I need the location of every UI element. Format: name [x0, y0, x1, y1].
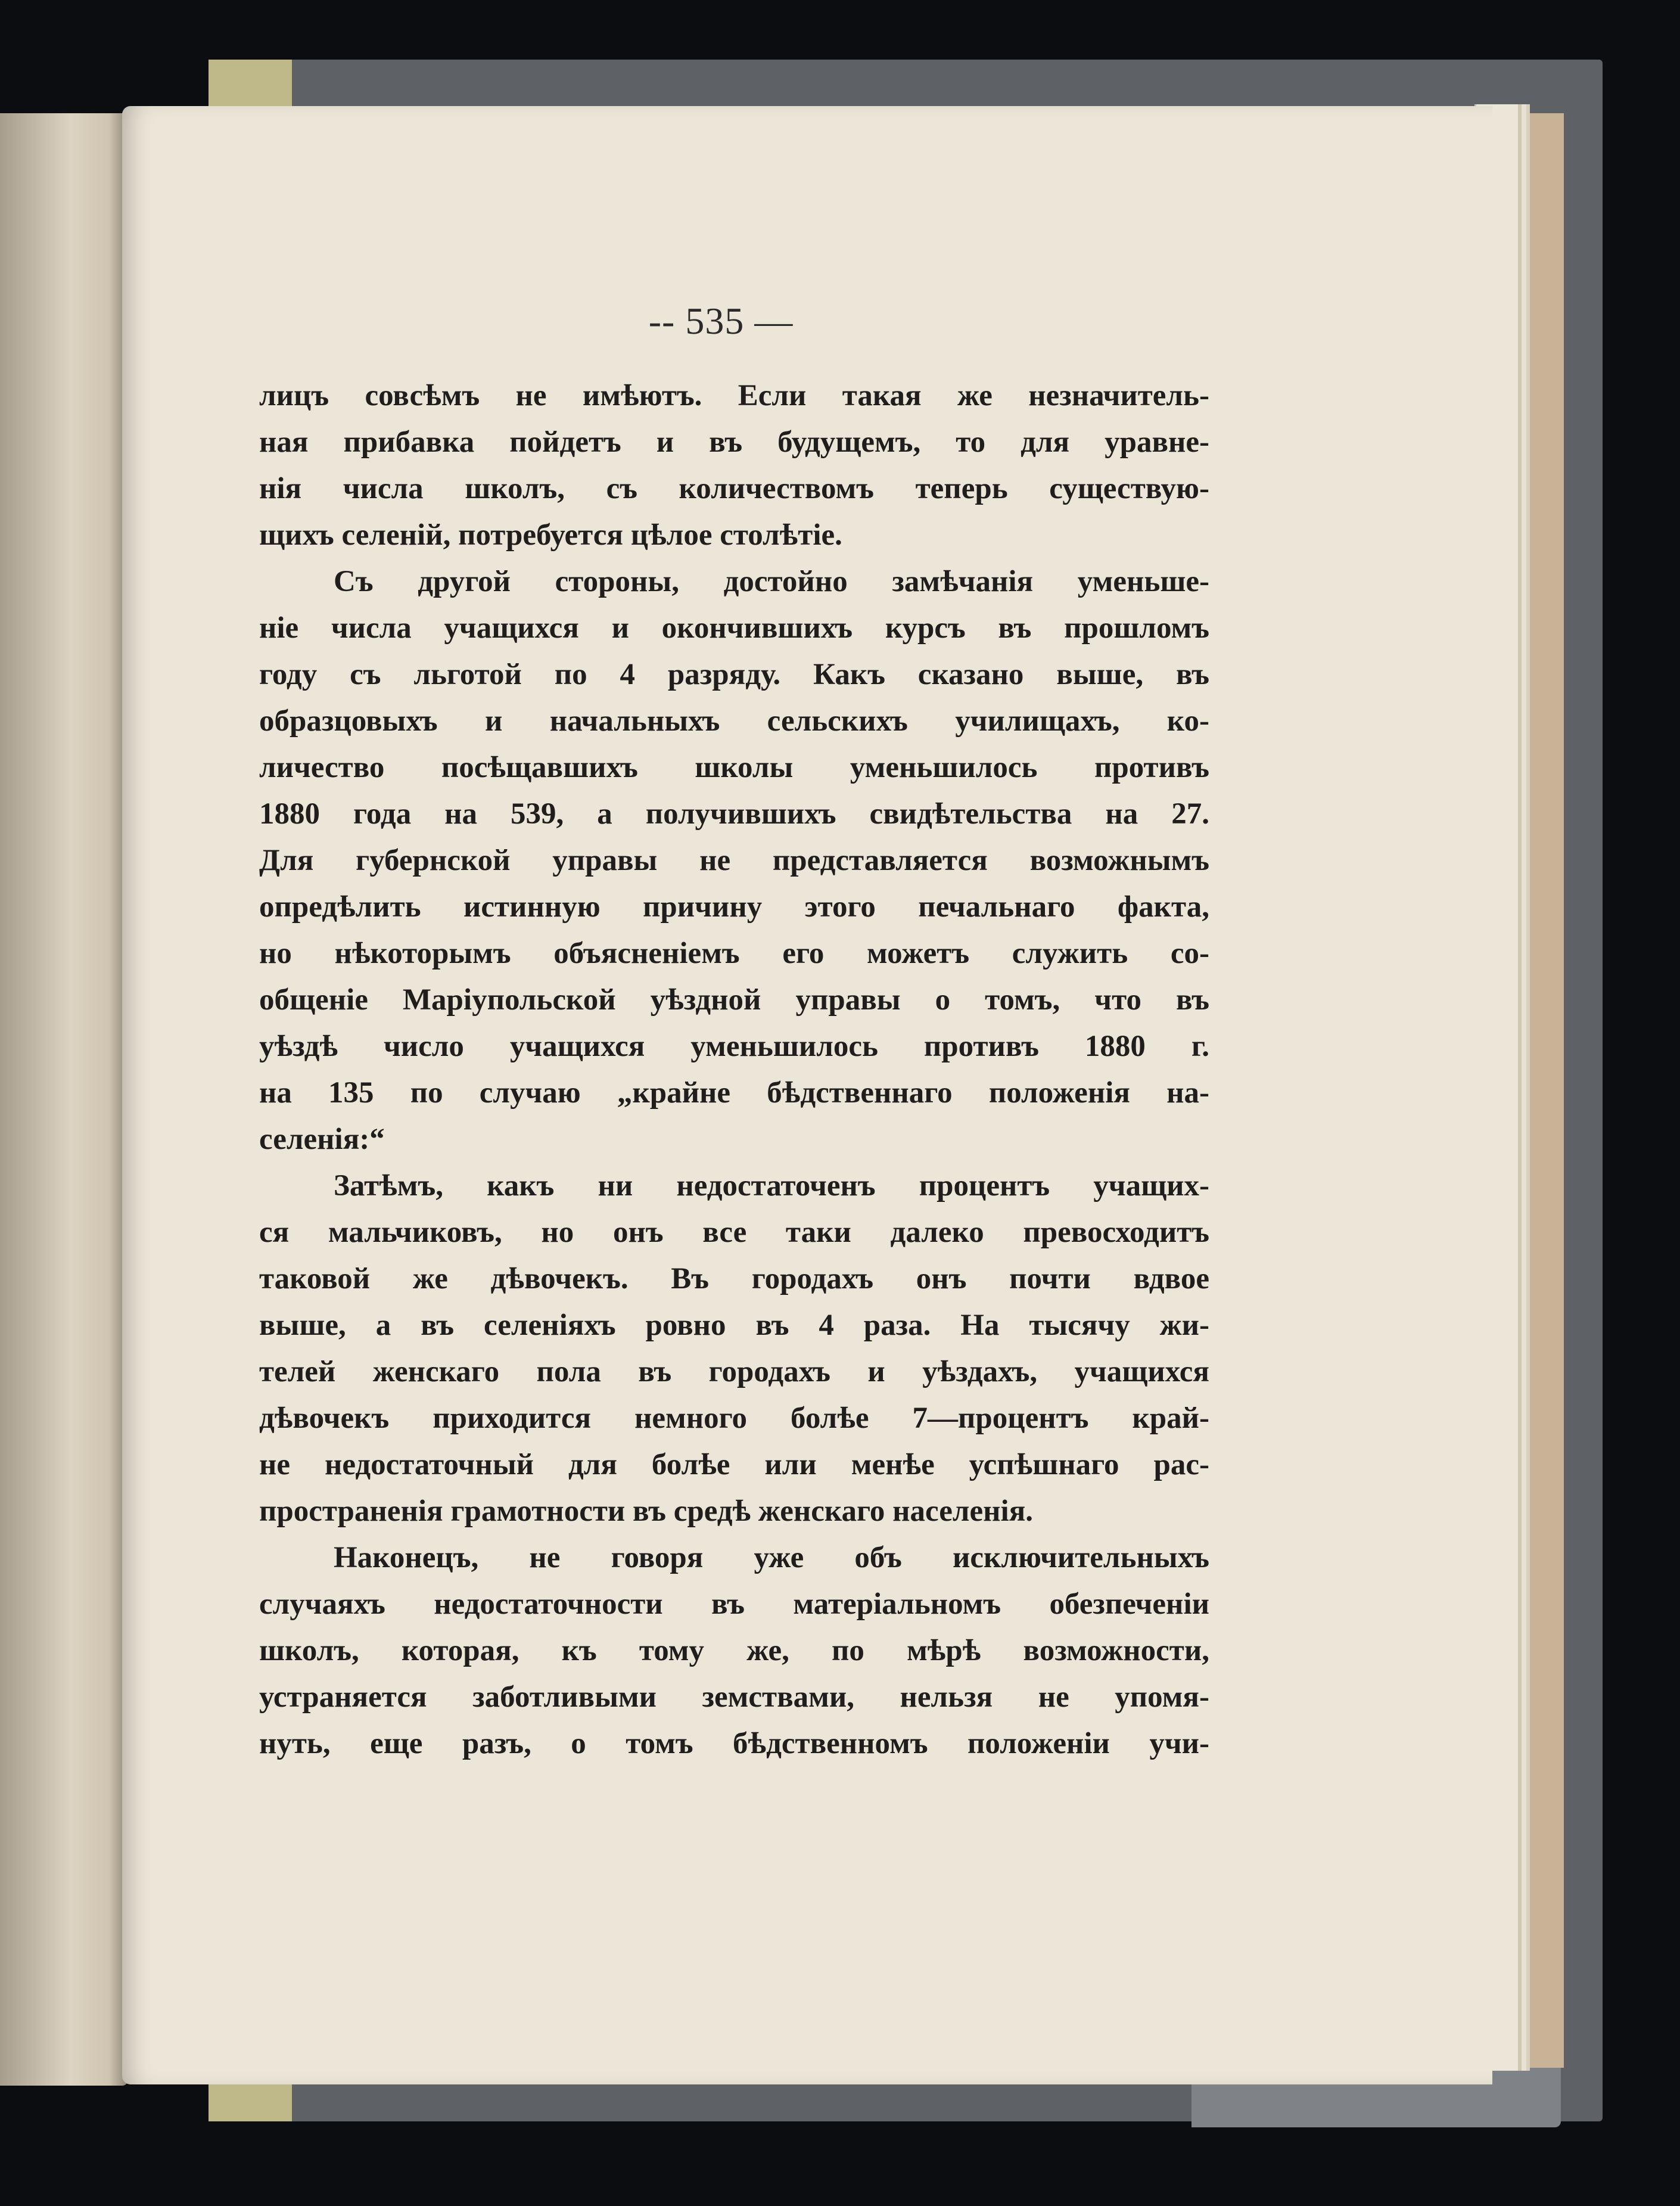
- text-line: личество посѣщавшихъ школы уменьшилось противъ: [259, 751, 1209, 784]
- text-line: 1880 года на 539, а получившихъ свидѣтельства на 27.: [259, 797, 1209, 831]
- text-line: году съ льготой по 4 разряду. Какъ сказано выше, въ: [259, 658, 1209, 691]
- text-line: селенія:“: [259, 1123, 385, 1156]
- text-line: не недостаточный для болѣе или менѣе успѣшнаго рас-: [259, 1448, 1209, 1481]
- page-number-header: -- 535 —: [648, 300, 794, 342]
- text-line: дѣвочекъ приходится немного болѣе 7—процентъ край-: [259, 1402, 1209, 1435]
- text-line: ная прибавка пойдетъ и въ будущемъ, то для уравне-: [259, 425, 1209, 459]
- text-line: Съ другой стороны, достойно замѣчанія уменьше-: [334, 565, 1209, 598]
- text-line: устраняется заботливыми земствами, нельзя не упомя-: [259, 1680, 1209, 1714]
- text-line: нуть, еще разъ, о томъ бѣдственномъ положеніи учи-: [259, 1727, 1209, 1760]
- text-line: Затѣмъ, какъ ни недостаточенъ процентъ учащих-: [334, 1169, 1209, 1203]
- text-line: образцовыхъ и начальныхъ сельскихъ училищахъ, ко-: [259, 704, 1209, 738]
- text-line: случаяхъ недостаточности въ матеріальномъ обезпеченіи: [259, 1587, 1209, 1621]
- text-line: ся мальчиковъ, но онъ все таки далеко превосходитъ: [259, 1216, 1209, 1249]
- text-line: школъ, которая, къ тому же, по мѣрѣ возможности,: [259, 1634, 1209, 1667]
- text-line: уѣздѣ число учащихся уменьшилось противъ 1880 г.: [259, 1030, 1209, 1063]
- text-line: лицъ совсѣмъ не имѣютъ. Если такая же незначитель-: [259, 379, 1209, 412]
- text-line: опредѣлить истинную причину этого печальнаго факта,: [259, 890, 1209, 924]
- text-line: ніе числа учащихся и окончившихъ курсъ въ прошломъ: [259, 611, 1209, 645]
- text-line: щихъ селеній, потребуется цѣлое столѣтіе.: [259, 518, 842, 552]
- text-line: Наконецъ, не говоря уже объ исключительныхъ: [334, 1541, 1209, 1574]
- text-line: выше, а въ селеніяхъ ровно въ 4 раза. На тысячу жи-: [259, 1309, 1209, 1342]
- text-line: телей женскаго пола въ городахъ и уѣздахъ, учащихся: [259, 1355, 1209, 1388]
- text-line: на 135 по случаю „крайне бѣдственнаго положенія на-: [259, 1076, 1209, 1110]
- page-body-text: [259, 372, 1209, 1767]
- text-line: пространенія грамотности въ средѣ женскаго населенія.: [259, 1495, 1034, 1528]
- text-line: Для губернской управы не представляется возможнымъ: [259, 844, 1209, 877]
- text-line: таковой же дѣвочекъ. Въ городахъ онъ почти вдвое: [259, 1262, 1209, 1295]
- text-line: нія числа школъ, съ количествомъ теперь существую-: [259, 472, 1209, 505]
- left-page-edge: [0, 113, 128, 2086]
- text-line: но нѣкоторымъ объясненіемъ его можетъ служить со-: [259, 937, 1209, 970]
- text-line: общеніе Маріупольской уѣздной управы о томъ, что въ: [259, 983, 1209, 1017]
